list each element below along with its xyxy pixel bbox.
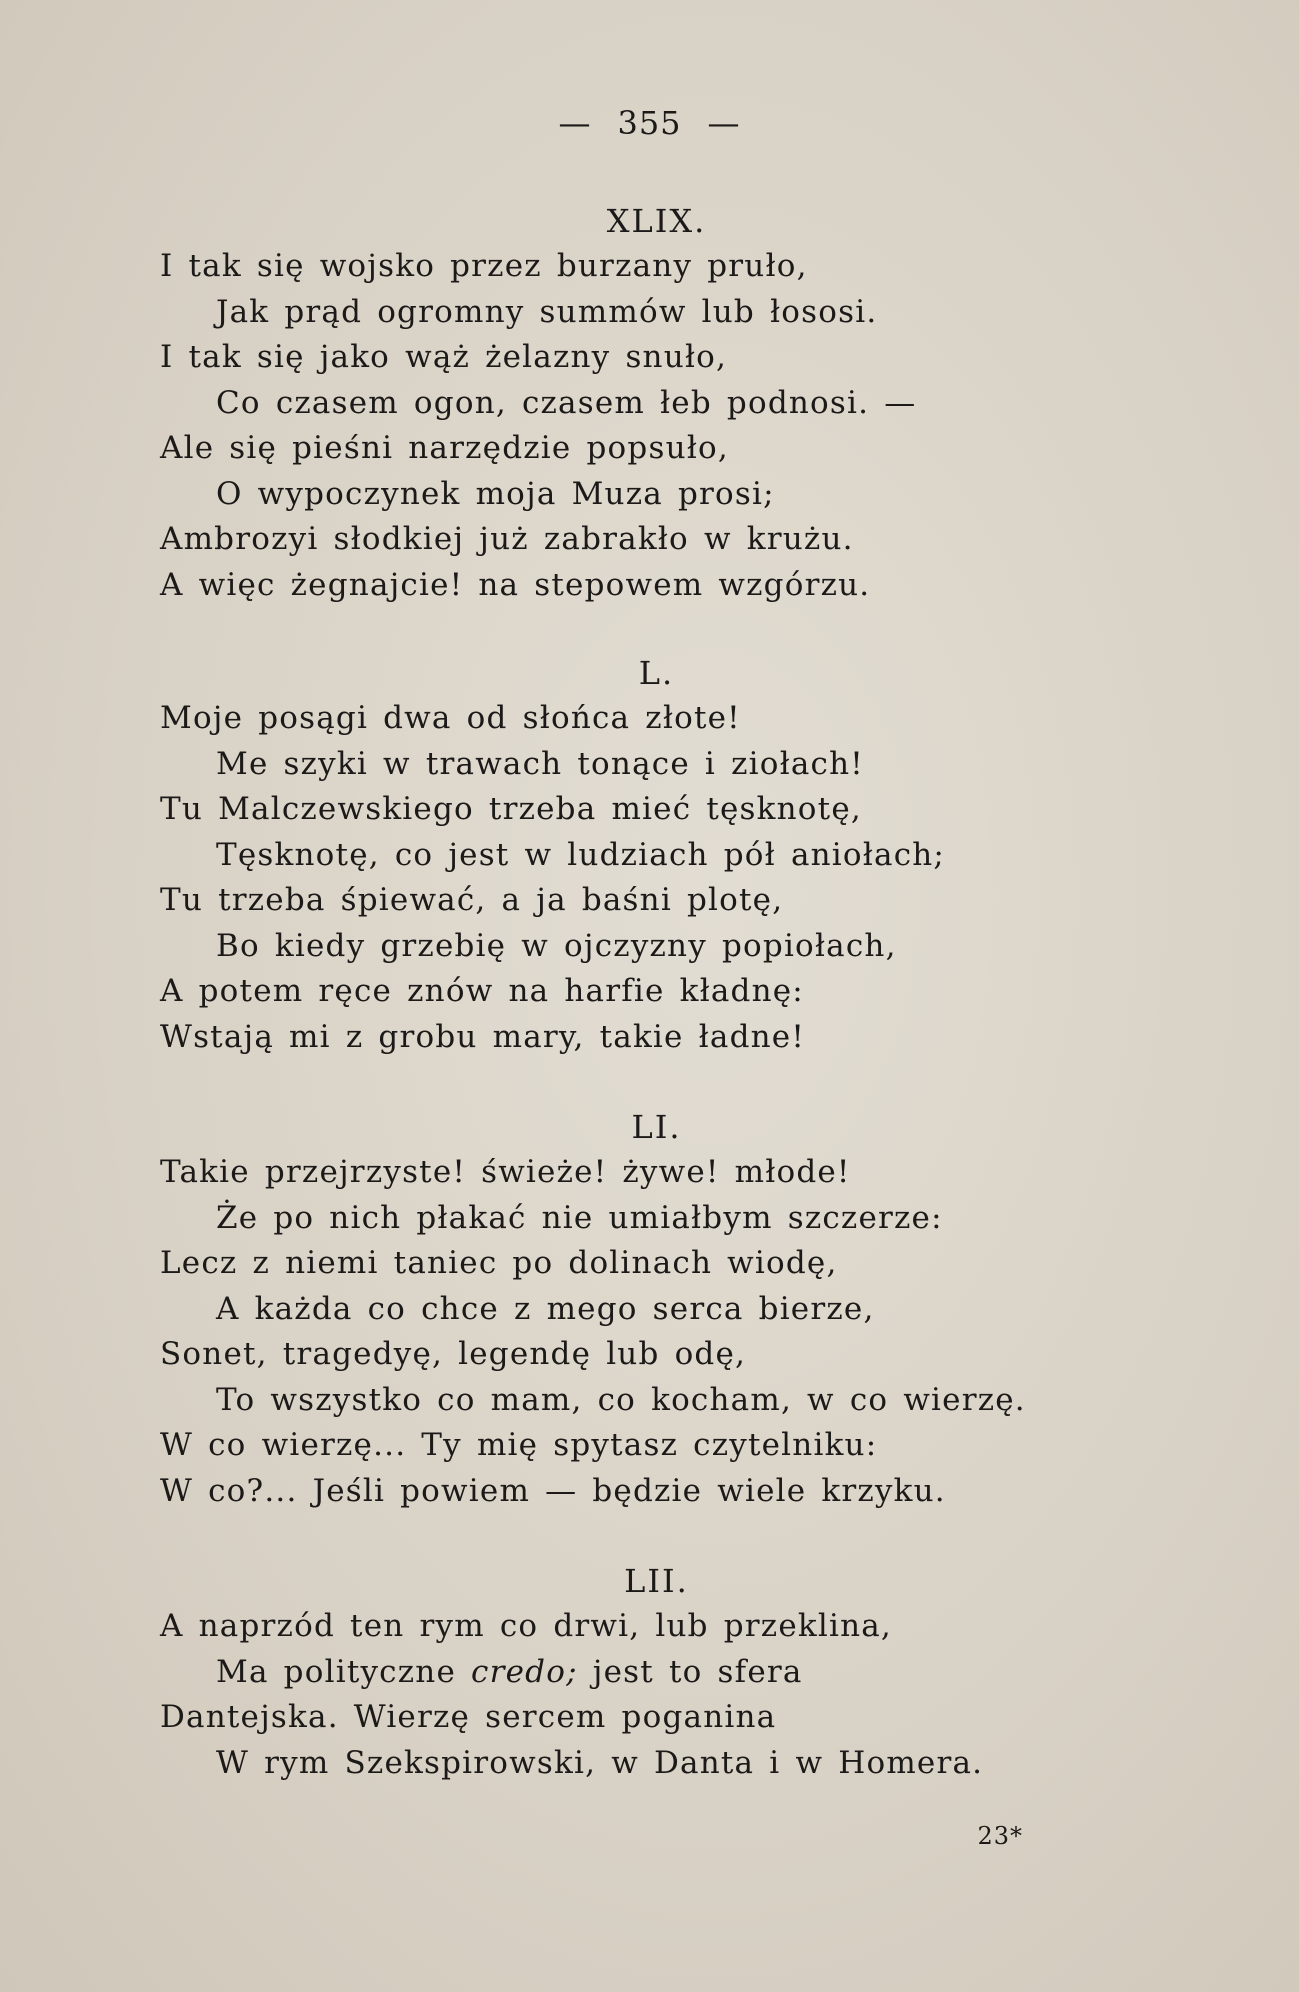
verse-line: Tęsknotę, co jest w ludziach pół aniołach; (216, 836, 946, 873)
verse-fragment: jest to sfera (577, 1653, 803, 1690)
verse-line: Moje posągi dwa od słońca złote! (160, 700, 741, 736)
verse-line: W co?... Jeśli powiem — będzie wiele krzyku. (160, 1472, 946, 1509)
printer-signature: 23* (977, 1822, 1023, 1850)
verse-line: Tu Malczewskiego trzeba mieć tęsknotę, (160, 791, 862, 827)
stanza-number: LII. (624, 1562, 689, 1600)
verse-line: W co wierzę... Ty mię spytasz czytelniku: (160, 1427, 878, 1463)
stanza-xlix (0, 198, 1299, 608)
stanza-li (0, 1104, 1299, 1514)
verse-line: A naprzód ten rym co drwi, lub przeklina, (160, 1608, 892, 1644)
verse-line: Jak prąd ogromny summów lub łososi. (216, 293, 878, 330)
verse-line: Takie przejrzyste! świeże! żywe! młode! (160, 1154, 851, 1190)
verse-line: Bo kiedy grzebię w ojczyzny popiołach, (216, 927, 897, 964)
verse-line: Co czasem ogon, czasem łeb podnosi. — (216, 384, 917, 421)
page-number (0, 104, 1299, 142)
verse-line: Że po nich płakać nie umiałbym szczerze: (216, 1199, 943, 1236)
verse-line: I tak się jako wąż żelazny snuło, (160, 339, 728, 375)
verse-line: Me szyki w trawach tonące i ziołach! (216, 745, 864, 782)
verse-line: Ale się pieśni narzędzie popsuło, (160, 430, 729, 466)
verse-line: I tak się wojsko przez burzany pruło, (160, 248, 808, 284)
page-number-dash-left: — (558, 104, 592, 142)
verse-line: A potem ręce znów na harfie kładnę: (160, 973, 804, 1009)
stanza-number: L. (638, 654, 675, 692)
stanza-number: LI. (631, 1108, 682, 1146)
page-number-value: 355 (617, 104, 682, 142)
stanza-number: XLIX. (606, 202, 707, 240)
stanza-lii (0, 1558, 1299, 1786)
verse-line: Ambrozyi słodkiej już zabrakło w krużu. (160, 521, 854, 557)
verse-italic-word: credo; (471, 1653, 578, 1690)
verse-line: A więc żegnajcie! na stepowem wzgórzu. (160, 566, 871, 603)
verse-line: O wypoczynek moja Muza prosi; (216, 475, 775, 512)
verse-line-with-italic (0, 1650, 1299, 1696)
verse-line: W rym Szekspirowski, w Danta i w Homera. (216, 1744, 984, 1781)
page-number-dash-right: — (707, 104, 741, 142)
verse-line: To wszystko co mam, co kocham, w co wierzę. (216, 1381, 1026, 1418)
verse-fragment: Ma polityczne (216, 1653, 472, 1690)
stanza-l (0, 650, 1299, 1060)
verse-line: Tu trzeba śpiewać, a ja baśni plotę, (160, 882, 784, 918)
verse-line: Lecz z niemi taniec po dolinach wiodę, (160, 1245, 838, 1281)
verse-line: Sonet, tragedyę, legendę lub odę, (160, 1336, 747, 1372)
verse-line: Wstają mi z grobu mary, takie ładne! (160, 1018, 805, 1055)
verse-line: A każda co chce z mego serca bierze, (216, 1290, 875, 1327)
verse-line: Dantejska. Wierzę sercem poganina (160, 1699, 777, 1735)
